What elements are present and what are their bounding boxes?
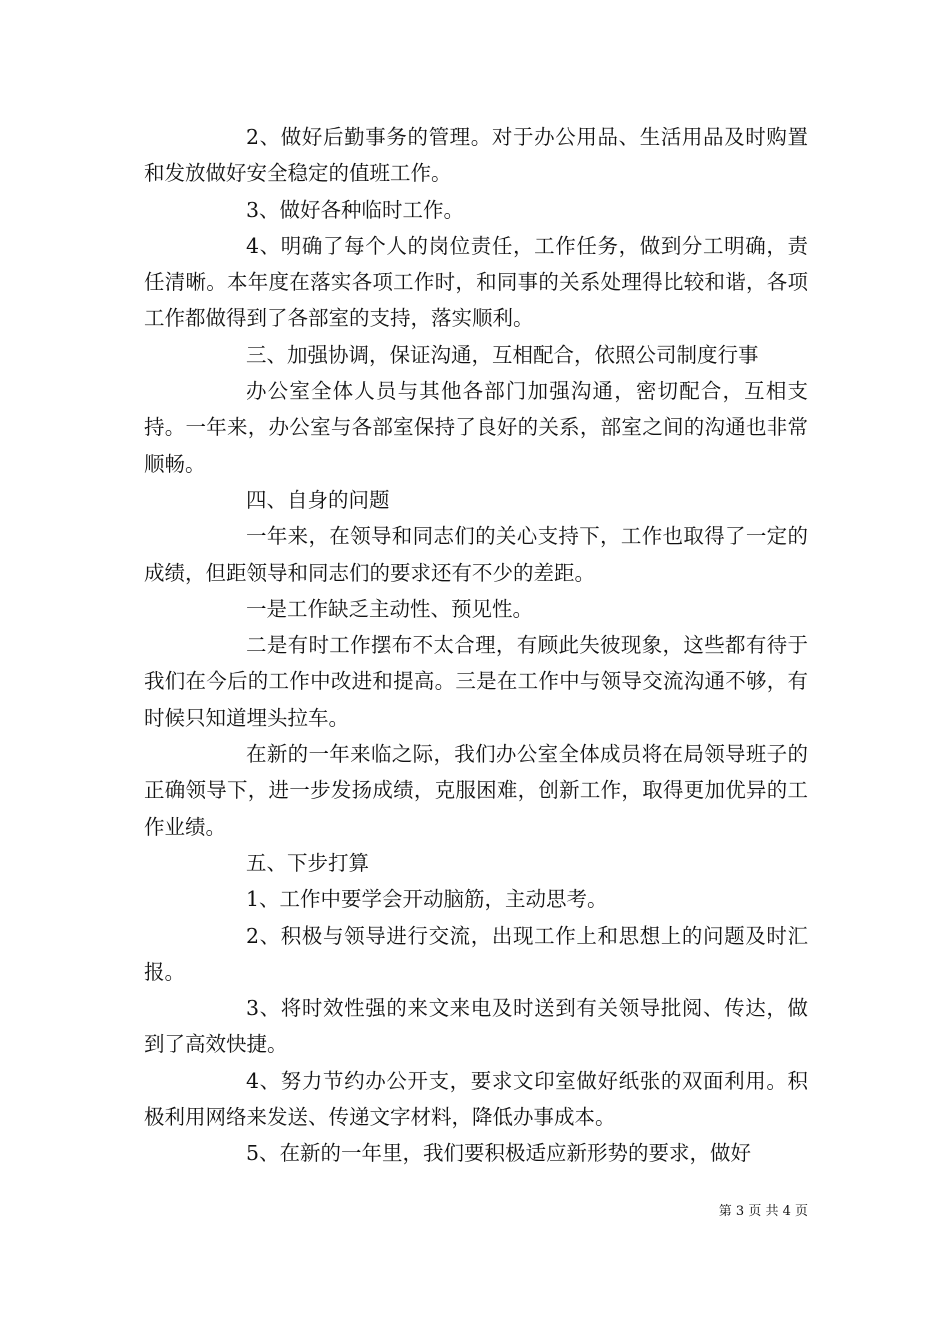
paragraph-5: 办公室全体人员与其他各部门加强沟通，密切配合，互相支持。一年来，办公室与各部室保持了良好的关系，部室之间的沟通也非常顺畅。 [144, 379, 808, 476]
paragraph-2: 3、做好各种临时工作。 [246, 197, 465, 222]
section-heading-4: 四、自身的问题 [246, 487, 390, 512]
paragraph-13: 2、积极与领导进行交流，出现工作上和思想上的问题及时汇报。 [144, 923, 808, 984]
document-body [144, 119, 808, 1172]
paragraph-12: 1、工作中要学会开动脑筋，主动思考。 [246, 887, 608, 912]
section-heading-3: 三、加强协调，保证沟通，互相配合，依照公司制度行事 [246, 342, 759, 367]
paragraph-9: 二是有时工作摆布不太合理，有顾此失彼现象，这些都有待于我们在今后的工作中改进和提高。三是在工作中与领导交流沟通不够，有时候只知道埋头拉车。 [144, 633, 808, 730]
paragraph-1: 2、做好后勤事务的管理。对于办公用品、生活用品及时购置和发放做好安全稳定的值班工作。 [144, 125, 808, 186]
section-heading-5: 五、下步打算 [246, 850, 369, 875]
paragraph-8: 一是工作缺乏主动性、预见性。 [246, 596, 533, 621]
paragraph-3: 4、明确了每个人的岗位责任，工作任务，做到分工明确，责任清晰。本年度在落实各项工作时，和同事的关系处理得比较和谐，各项工作都做得到了各部室的支持，落实顺利。 [144, 233, 808, 331]
paragraph-10: 在新的一年来临之际，我们办公室全体成员将在局领导班子的正确领导下，进一步发扬成绩，克服困难，创新工作，取得更加优异的工作业绩。 [144, 742, 808, 839]
paragraph-14: 3、将时效性强的来文来电及时送到有关领导批阅、传达，做到了高效快捷。 [144, 996, 808, 1057]
paragraph-16: 5、在新的一年里，我们要积极适应新形势的要求，做好 [246, 1141, 752, 1166]
paragraph-7: 一年来，在领导和同志们的关心支持下，工作也取得了一定的成绩，但距领导和同志们的要求还有不少的差距。 [144, 524, 808, 585]
page-number-footer: 第 3 页 共 4 页 [718, 1204, 808, 1219]
paragraph-15: 4、努力节约办公开支，要求文印室做好纸张的双面利用。积极利用网络来发送、传递文字材料，降低办事成本。 [144, 1068, 808, 1130]
